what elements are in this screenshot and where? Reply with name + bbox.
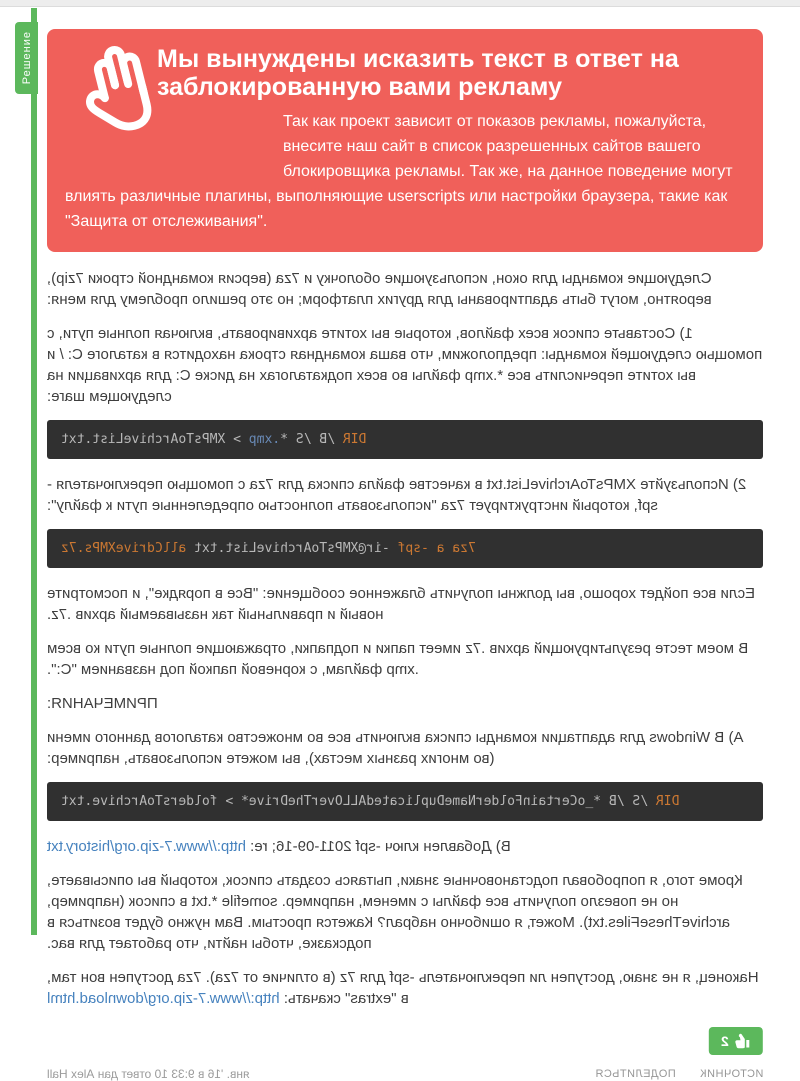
answer-footer — [47, 1067, 763, 1081]
adblock-warning-banner — [47, 29, 763, 252]
banner-body-text: Так как проект зависит от показов рекламы, пожалуйста, внесите наш сайт в список разрешенных сайтов вашего блокировщика рекламы. Так же, на данное поведение могут влиять различные плагины, выполняющие userscripts или настройки браузера, такие как "Защита от отслеживания". — [65, 113, 733, 230]
share-link[interactable]: ПОДЕЛИТЬСЯ — [594, 1068, 676, 1080]
code-block — [47, 782, 763, 821]
footer-links — [595, 1068, 763, 1080]
vote-row — [47, 1027, 763, 1055]
code-span: DIR — [342, 432, 367, 447]
paragraph-text: 2) Используйте XMPsToArchiveList.txt в качестве файла списка для 7za с помощью переключателя -spf, который инструктирует 7za "использовать полностью определенные пути к файлу": — [47, 476, 747, 514]
stop-hand-icon — [77, 37, 157, 149]
hyperlink[interactable]: http://www.7-zip.org/history.txt — [47, 838, 246, 855]
paragraph-text: А) В Windows для адаптации команды списка включить все во множество каталогов данного имени (во многих разных местах), вы можете использовать, например: — [47, 729, 744, 767]
answer-paragraph — [47, 474, 763, 516]
paragraph-text: Наконец, я не знаю, доступен ли переключатель -spf для 7z (в отличие от 7za). 7za доступен вон там, в "extras" скачать: — [47, 969, 759, 1007]
code-span: -ir@XMPsToArchiveList.txt — [186, 541, 390, 556]
answer-blocks — [47, 268, 763, 1009]
answer-paragraph — [47, 638, 763, 680]
code-span: allCdriveXMPs.7z — [61, 541, 187, 556]
answer-byline: янв. '16 в 9:33 10 ответ дан Alex Hall — [47, 1067, 250, 1081]
answer-paragraph — [47, 268, 763, 310]
hyperlink[interactable]: http://www.7-zip.org/download.html — [47, 990, 280, 1007]
answer-paragraph — [47, 836, 763, 857]
answer-paragraph — [47, 727, 763, 769]
paragraph-text: Следующие команды для окон, использующие оболочку и 7za (версия командной строки 7zip), вероятно, могут быть адаптированы для других платформ; но это решило проблему для меня: — [47, 270, 712, 308]
answer-paragraph — [47, 693, 763, 714]
paragraph-text: ПРИМЕЧАНИЯ: — [47, 695, 158, 712]
code-span: /B /S * — [280, 432, 343, 447]
code-span: > XMPsToArchiveList.txt — [61, 432, 249, 447]
paragraph-text: Если все пойдет хорошо, вы должны получить блаженное сообщение: "Все в порядке", и посмотрите новый и правильный так называемый архив .7z. — [47, 585, 755, 623]
answer-paragraph — [47, 583, 763, 625]
answer-paragraph — [47, 870, 763, 954]
paragraph-text: В) Добавлен ключ -spf 2011-09-16; re: — [245, 838, 511, 855]
thumbs-up-icon — [735, 1033, 751, 1049]
answer-paragraph — [47, 323, 763, 407]
answer-accent-bar — [31, 8, 37, 935]
code-block — [47, 529, 763, 568]
solution-side-tab[interactable] — [15, 22, 38, 94]
paragraph-text: 1) Составьте список всех файлов, которые вы хотите архивировать, включая полные пути, с помощью следующей команды: предположим, что ваша командная строка находится в каталоге C: / и вы хотите перечислить все *.xmp файлы во всех подкаталогах на диске C: для архивации на следующем шаге: — [47, 325, 763, 405]
paragraph-text: Кроме того, я попробовал подстановочные знаки, пытаясь создать список, который вы описываете, но не повезло получить все файлы с именем, например. somefile *.txt в список (например, archiveTheseFiles.txt). Может, я ошибочно набрал? Кажется простым. Вам нужно будет возиться в подсказке, чтобы найти, что работает для вас. — [47, 872, 743, 952]
code-span: .xmp — [248, 432, 281, 447]
source-link[interactable]: ИСТОЧНИК — [699, 1068, 763, 1080]
main-content — [47, 13, 763, 1081]
answer-paragraph — [47, 967, 763, 1009]
paragraph-text: В моем тесте результирующий архив .7z имеет папки и подпапки, отражающие полные пути ко всем .xmp файлам, с корневой папкой под названием "C:". — [47, 640, 749, 678]
vote-count: 2 — [721, 1033, 729, 1049]
code-span: DIR — [655, 794, 680, 809]
code-block — [47, 420, 763, 459]
code-span: /S /B *_oCertainFolderNameDuplicatedALLOverTheDrive* > foldersToArchive.txt — [61, 794, 656, 809]
vote-button[interactable] — [709, 1027, 763, 1055]
banner-title: Мы вынуждены исказить текст в ответ на заблокированную вами рекламу — [157, 45, 679, 101]
solution-tab-label: Решение — [20, 31, 33, 85]
code-span: 7za a -spf — [389, 541, 476, 556]
window-top-strip — [0, 0, 800, 7]
